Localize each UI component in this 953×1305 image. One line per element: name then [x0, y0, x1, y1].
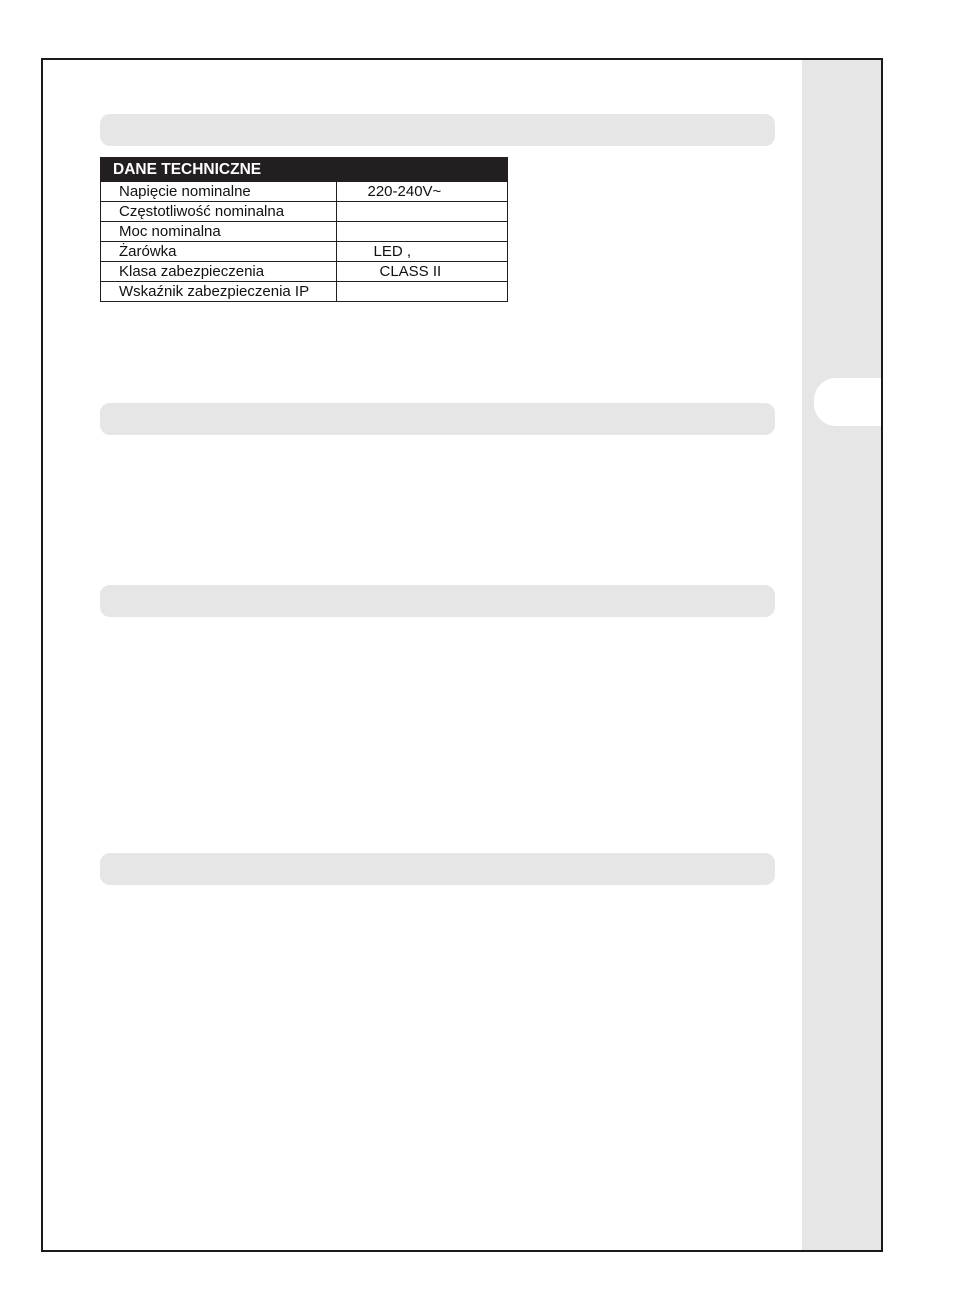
- table-row: [101, 202, 508, 222]
- param-value: 220-240V~: [337, 182, 508, 202]
- param-value: LED ,: [337, 242, 508, 262]
- section-header-bar-1: [100, 114, 775, 146]
- param-label: Żarówka: [101, 242, 337, 262]
- table-row: [101, 262, 508, 282]
- page-frame: [41, 58, 883, 1252]
- section-header-bar-3: [100, 585, 775, 617]
- param-label: Moc nominalna: [101, 222, 337, 242]
- section-header-bar-2: [100, 403, 775, 435]
- table-row: [101, 282, 508, 302]
- table-row: [101, 242, 508, 262]
- param-label: Częstotliwość nominalna: [101, 202, 337, 222]
- param-value: [337, 222, 508, 242]
- side-strip: [802, 60, 881, 1250]
- table-header: DANE TECHNICZNE: [101, 158, 508, 182]
- side-language-tab: [814, 378, 881, 426]
- section-header-bar-4: [100, 853, 775, 885]
- param-label: Klasa zabezpieczenia: [101, 262, 337, 282]
- param-label: Wskaźnik zabezpieczenia IP: [101, 282, 337, 302]
- param-value: [337, 282, 508, 302]
- technical-data-table: [100, 157, 508, 302]
- table-row: [101, 222, 508, 242]
- param-value: [337, 202, 508, 222]
- table-row: [101, 182, 508, 202]
- param-label: Napięcie nominalne: [101, 182, 337, 202]
- param-value: CLASS II: [337, 262, 508, 282]
